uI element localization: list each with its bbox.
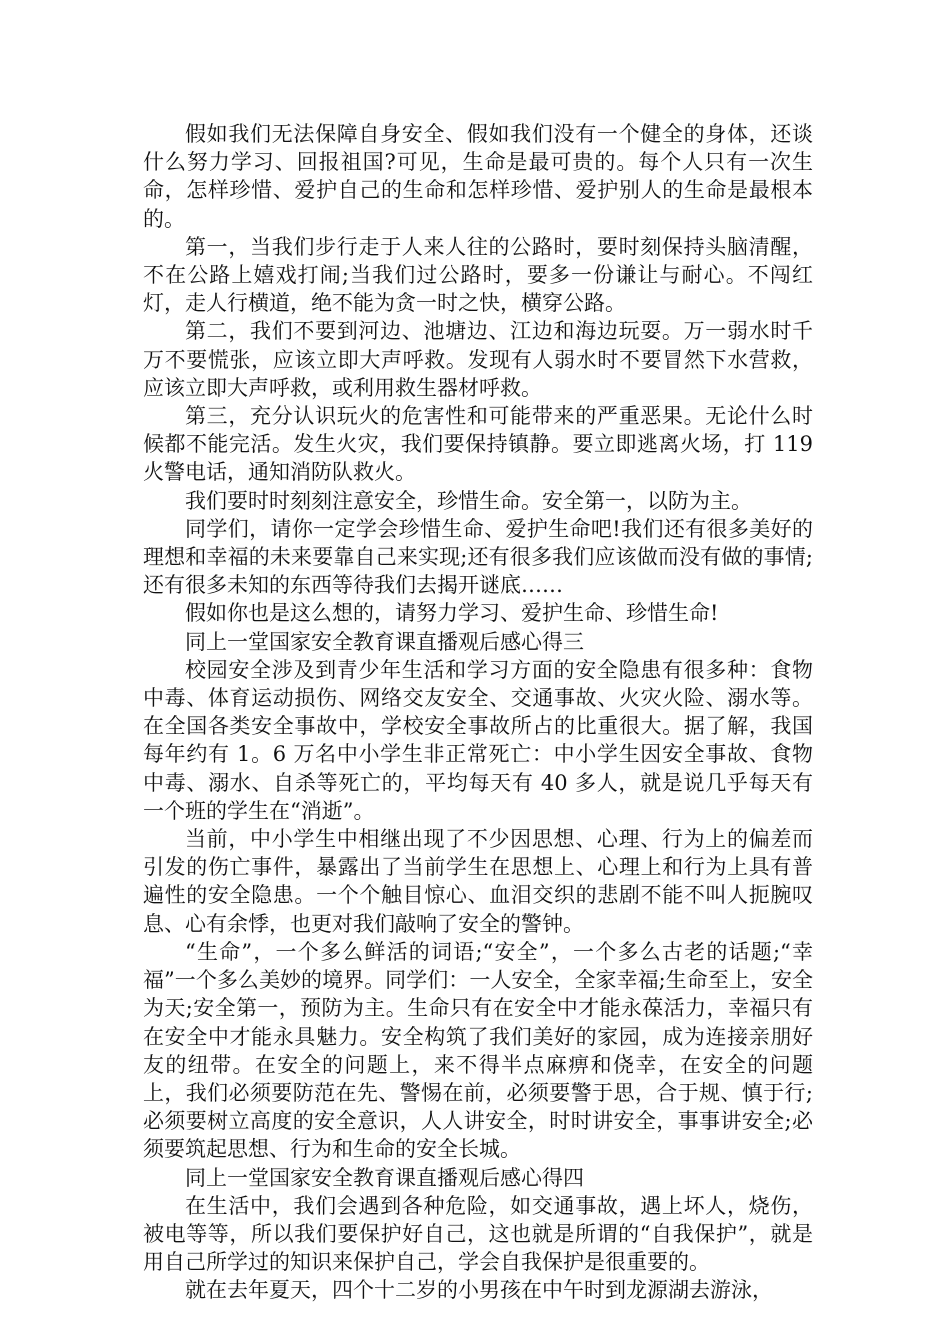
section-heading-three: 同上一堂国家安全教育课直播观后感心得三: [185, 629, 584, 654]
paragraph-campus-hazards: 校园安全涉及到青少年生活和学习方面的安全隐患有很多种：食物中毒、体育运动损伤、网络交友安全、交通事故、火灾火险、溺水等。在全国各类安全事故中，学校安全事故所占的比重很大。据了解，我国每年约有 1。6 万名中小学生非正常死亡：中小学生因安全事故、食物中毒、溺水、自杀等死亡的，平均每天有 40 多人，就是说几乎每天有一个班的学生在“消逝”。: [143, 657, 813, 823]
paragraph-summer-story: 就在去年夏天，四个十二岁的小男孩在中午时到龙源湖去游泳，: [185, 1278, 773, 1303]
paragraph-study-hard: 假如你也是这么想的，请努力学习、爱护生命、珍惜生命!: [185, 601, 719, 626]
paragraph-safety-first: 我们要时时刻刻注意安全，珍惜生命。安全第一，以防为主。: [185, 488, 752, 513]
paragraph-life-precious: 假如我们无法保障自身安全、假如我们没有一个健全的身体，还谈什么努力学习、回报祖国?可见，生命是最可贵的。每个人只有一次生命，怎样珍惜、爱护自己的生命和怎样珍惜、爱护别人的生命是最根本的。: [143, 122, 813, 231]
paragraph-cherish-life: 同学们，请你一定学会珍惜生命、爱护生命吧!我们还有很多美好的理想和幸福的未来要靠自己来实现;还有很多我们应该做而没有做的事情;还有很多未知的东西等待我们去揭开谜底……: [143, 516, 813, 598]
paragraph-water-safety: 第二，我们不要到河边、池塘边、江边和海边玩耍。万一弱水时千万不要慌张，应该立即大声呼救。发现有人弱水时不要冒然下水营救，应该立即大声呼救，或利用救生器材呼救。: [143, 319, 813, 400]
document-body: [143, 120, 813, 1305]
paragraph-fire-safety: 第三，充分认识玩火的危害性和可能带来的严重恶果。无论什么时候都不能完活。发生火灾，我们要保持镇静。要立即逃离火场，打 119 火警电话，通知消防队救火。: [143, 404, 813, 485]
paragraph-life-safety-happiness: “生命”，一个多么鲜活的词语;“安全”，一个多么古老的话题;“幸福”一个多么美妙的境界。同学们：一人安全，全家幸福;生命至上，安全为天;安全第一，预防为主。生命只有在安全中才能永葆活力，幸福只有在安全中才能永具魅力。安全构筑了我们美好的家园，成为连接亲朋好友的纽带。在安全的问题上，来不得半点麻痹和侥幸，在安全的问题上，我们必须要防范在先、警惕在前，必须要警于思，合于规、慎于行;必须要树立高度的安全意识，人人讲安全，时时讲安全，事事讲安全;必须要筑起思想、行为和生命的安全长城。: [143, 939, 813, 1162]
paragraph-road-safety: 第一，当我们步行走于人来人往的公路时，要时刻保持头脑清醒，不在公路上嬉戏打闹;当我们过公路时，要多一份谦让与耐心。不闯红灯，走人行横道，绝不能为贪一时之快，横穿公路。: [143, 234, 813, 316]
paragraph-self-protection: 在生活中，我们会遇到各种危险，如交通事故，遇上坏人，烧伤，被电等等，所以我们要保护好自己，这也就是所谓的“自我保护”，就是用自己所学过的知识来保护自己，学会自我保护是很重要的。: [143, 1193, 813, 1275]
paragraph-current-incidents: 当前，中小学生中相继出现了不少因思想、心理、行为上的偏差而引发的伤亡事件，暴露出了当前学生在思想上、心理上和行为上具有普遍性的安全隐患。一个个触目惊心、血泪交织的悲剧不能不叫人扼腕叹息、心有余悸，也更对我们敲响了安全的警钟。: [143, 827, 813, 936]
section-heading-four: 同上一堂国家安全教育课直播观后感心得四: [185, 1165, 584, 1190]
